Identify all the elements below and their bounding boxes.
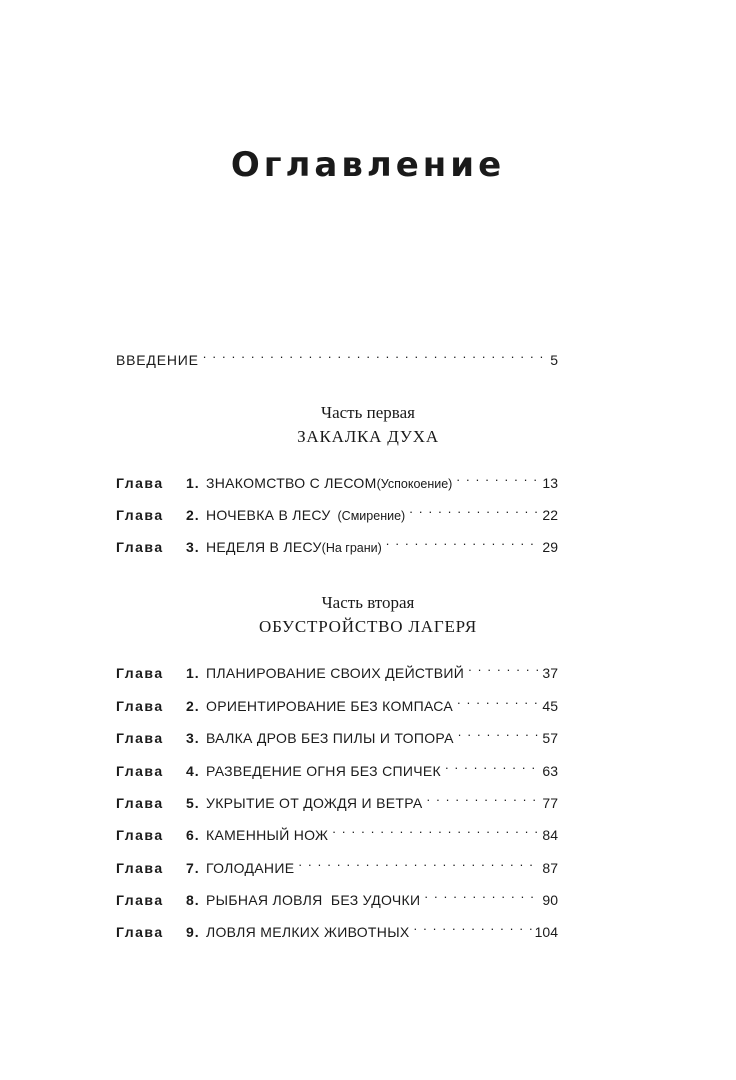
toc-entry-title: РЫБНАЯ ЛОВЛЯ БЕЗ УДОЧКИ <box>206 892 421 908</box>
chapter-number: 2. <box>186 698 200 714</box>
toc-entry-title: УКРЫТИЕ ОТ ДОЖДЯ И ВЕТРА <box>206 795 423 811</box>
toc-entry-page: 84 <box>542 827 558 843</box>
toc-entry-subtitle: (Смирение) <box>330 509 406 523</box>
toc-entry-page: 45 <box>542 698 558 714</box>
toc-entry-page: 37 <box>542 665 558 681</box>
chapter-number: 1. <box>186 665 200 681</box>
chapter-label: Глава <box>116 924 164 940</box>
dot-leader <box>458 721 539 743</box>
chapter-number: 3. <box>186 539 200 555</box>
toc-entry-part1-ch2[interactable] <box>116 498 558 523</box>
chapter-number: 2. <box>186 507 200 523</box>
chapter-label: Глава <box>116 730 164 746</box>
toc-entry-title: РАЗВЕДЕНИЕ ОГНЯ БЕЗ СПИЧЕК <box>206 763 441 779</box>
toc-entry-title: ОРИЕНТИРОВАНИЕ БЕЗ КОМПАСА <box>206 698 454 714</box>
chapter-number: 1. <box>186 475 200 491</box>
chapter-label: Глава <box>116 507 164 523</box>
chapter-label: Глава <box>116 892 164 908</box>
dot-leader <box>298 851 538 873</box>
dot-leader <box>424 883 538 905</box>
toc-entry-page: 29 <box>542 539 558 555</box>
page-title: Оглавление <box>230 145 506 185</box>
toc-entry-title: КАМЕННЫЙ НОЖ <box>206 827 329 843</box>
chapter-label: Глава <box>116 698 164 714</box>
toc-entry-title: НОЧЕВКА В ЛЕСУ <box>206 507 331 523</box>
chapter-label: Глава <box>116 665 164 681</box>
toc-entry-part1-ch3[interactable] <box>116 530 558 555</box>
toc-entry-page: 104 <box>534 924 558 940</box>
toc-entry-title: ПЛАНИРОВАНИЕ СВОИХ ДЕЙСТВИЙ <box>206 665 465 681</box>
chapter-number: 9. <box>186 924 200 940</box>
part-heading-2 <box>0 592 736 640</box>
chapter-label: Глава <box>116 539 164 555</box>
toc-entry-page: 22 <box>542 507 558 523</box>
chapter-label: Глава <box>116 763 164 779</box>
toc-entry-part2-ch7[interactable] <box>116 851 558 876</box>
chapter-number: 8. <box>186 892 200 908</box>
toc-entry-part2-ch2[interactable] <box>116 689 558 714</box>
chapter-label: Глава <box>116 795 164 811</box>
toc-entry-intro[interactable] <box>116 343 558 368</box>
toc-entry-part2-ch3[interactable] <box>116 721 558 746</box>
dot-leader <box>386 530 539 552</box>
part-label: Часть первая <box>321 403 415 422</box>
toc-entry-subtitle: (Успокоение) <box>376 477 453 491</box>
toc-entry-part2-ch6[interactable] <box>116 818 558 843</box>
chapter-number: 7. <box>186 860 200 876</box>
toc-entry-title: ГОЛОДАНИЕ <box>206 860 295 876</box>
part-heading-1 <box>0 402 736 450</box>
toc-entry-page: 57 <box>542 730 558 746</box>
toc-entry-part1-ch1[interactable] <box>116 466 558 491</box>
part-title: ОБУСТРОЙСТВО ЛАГЕРЯ <box>259 617 477 636</box>
toc-entry-title: ЗНАКОМСТВО С ЛЕСОМ <box>206 475 377 491</box>
chapter-number: 5. <box>186 795 200 811</box>
dot-leader <box>457 689 538 711</box>
toc-entry-page: 87 <box>542 860 558 876</box>
toc-entry-page: 13 <box>542 475 558 491</box>
dot-leader <box>456 466 538 488</box>
dot-leader <box>203 343 546 365</box>
toc-entry-part2-ch8[interactable] <box>116 883 558 908</box>
toc-entry-part2-ch5[interactable] <box>116 786 558 811</box>
dot-leader <box>332 818 538 840</box>
chapter-number: 3. <box>186 730 200 746</box>
dot-leader <box>409 498 538 520</box>
dot-leader <box>427 786 539 808</box>
toc-entry-title: НЕДЕЛЯ В ЛЕСУ <box>206 539 322 555</box>
dot-leader <box>468 656 538 678</box>
chapter-number: 4. <box>186 763 200 779</box>
toc-entry-title: ВВЕДЕНИЕ <box>116 352 199 368</box>
toc-entry-part2-ch4[interactable] <box>116 754 558 779</box>
toc-entry-part2-ch1[interactable] <box>116 656 558 681</box>
dot-leader <box>445 754 538 776</box>
part-label: Часть вторая <box>321 593 415 612</box>
chapter-number: 6. <box>186 827 200 843</box>
toc-entry-part2-ch9[interactable] <box>116 915 558 940</box>
toc-entry-page: 5 <box>550 352 558 368</box>
part-title: ЗАКАЛКА ДУХА <box>297 427 439 446</box>
toc-entry-title: ВАЛКА ДРОВ БЕЗ ПИЛЫ И ТОПОРА <box>206 730 454 746</box>
toc-entry-page: 77 <box>542 795 558 811</box>
dot-leader <box>414 915 535 937</box>
chapter-label: Глава <box>116 827 164 843</box>
toc-entry-title: ЛОВЛЯ МЕЛКИХ ЖИВОТНЫХ <box>206 924 410 940</box>
chapter-label: Глава <box>116 860 164 876</box>
toc-entry-page: 90 <box>542 892 558 908</box>
toc-entry-subtitle: (На грани) <box>321 541 382 555</box>
chapter-label: Глава <box>116 475 164 491</box>
toc-entry-page: 63 <box>542 763 558 779</box>
